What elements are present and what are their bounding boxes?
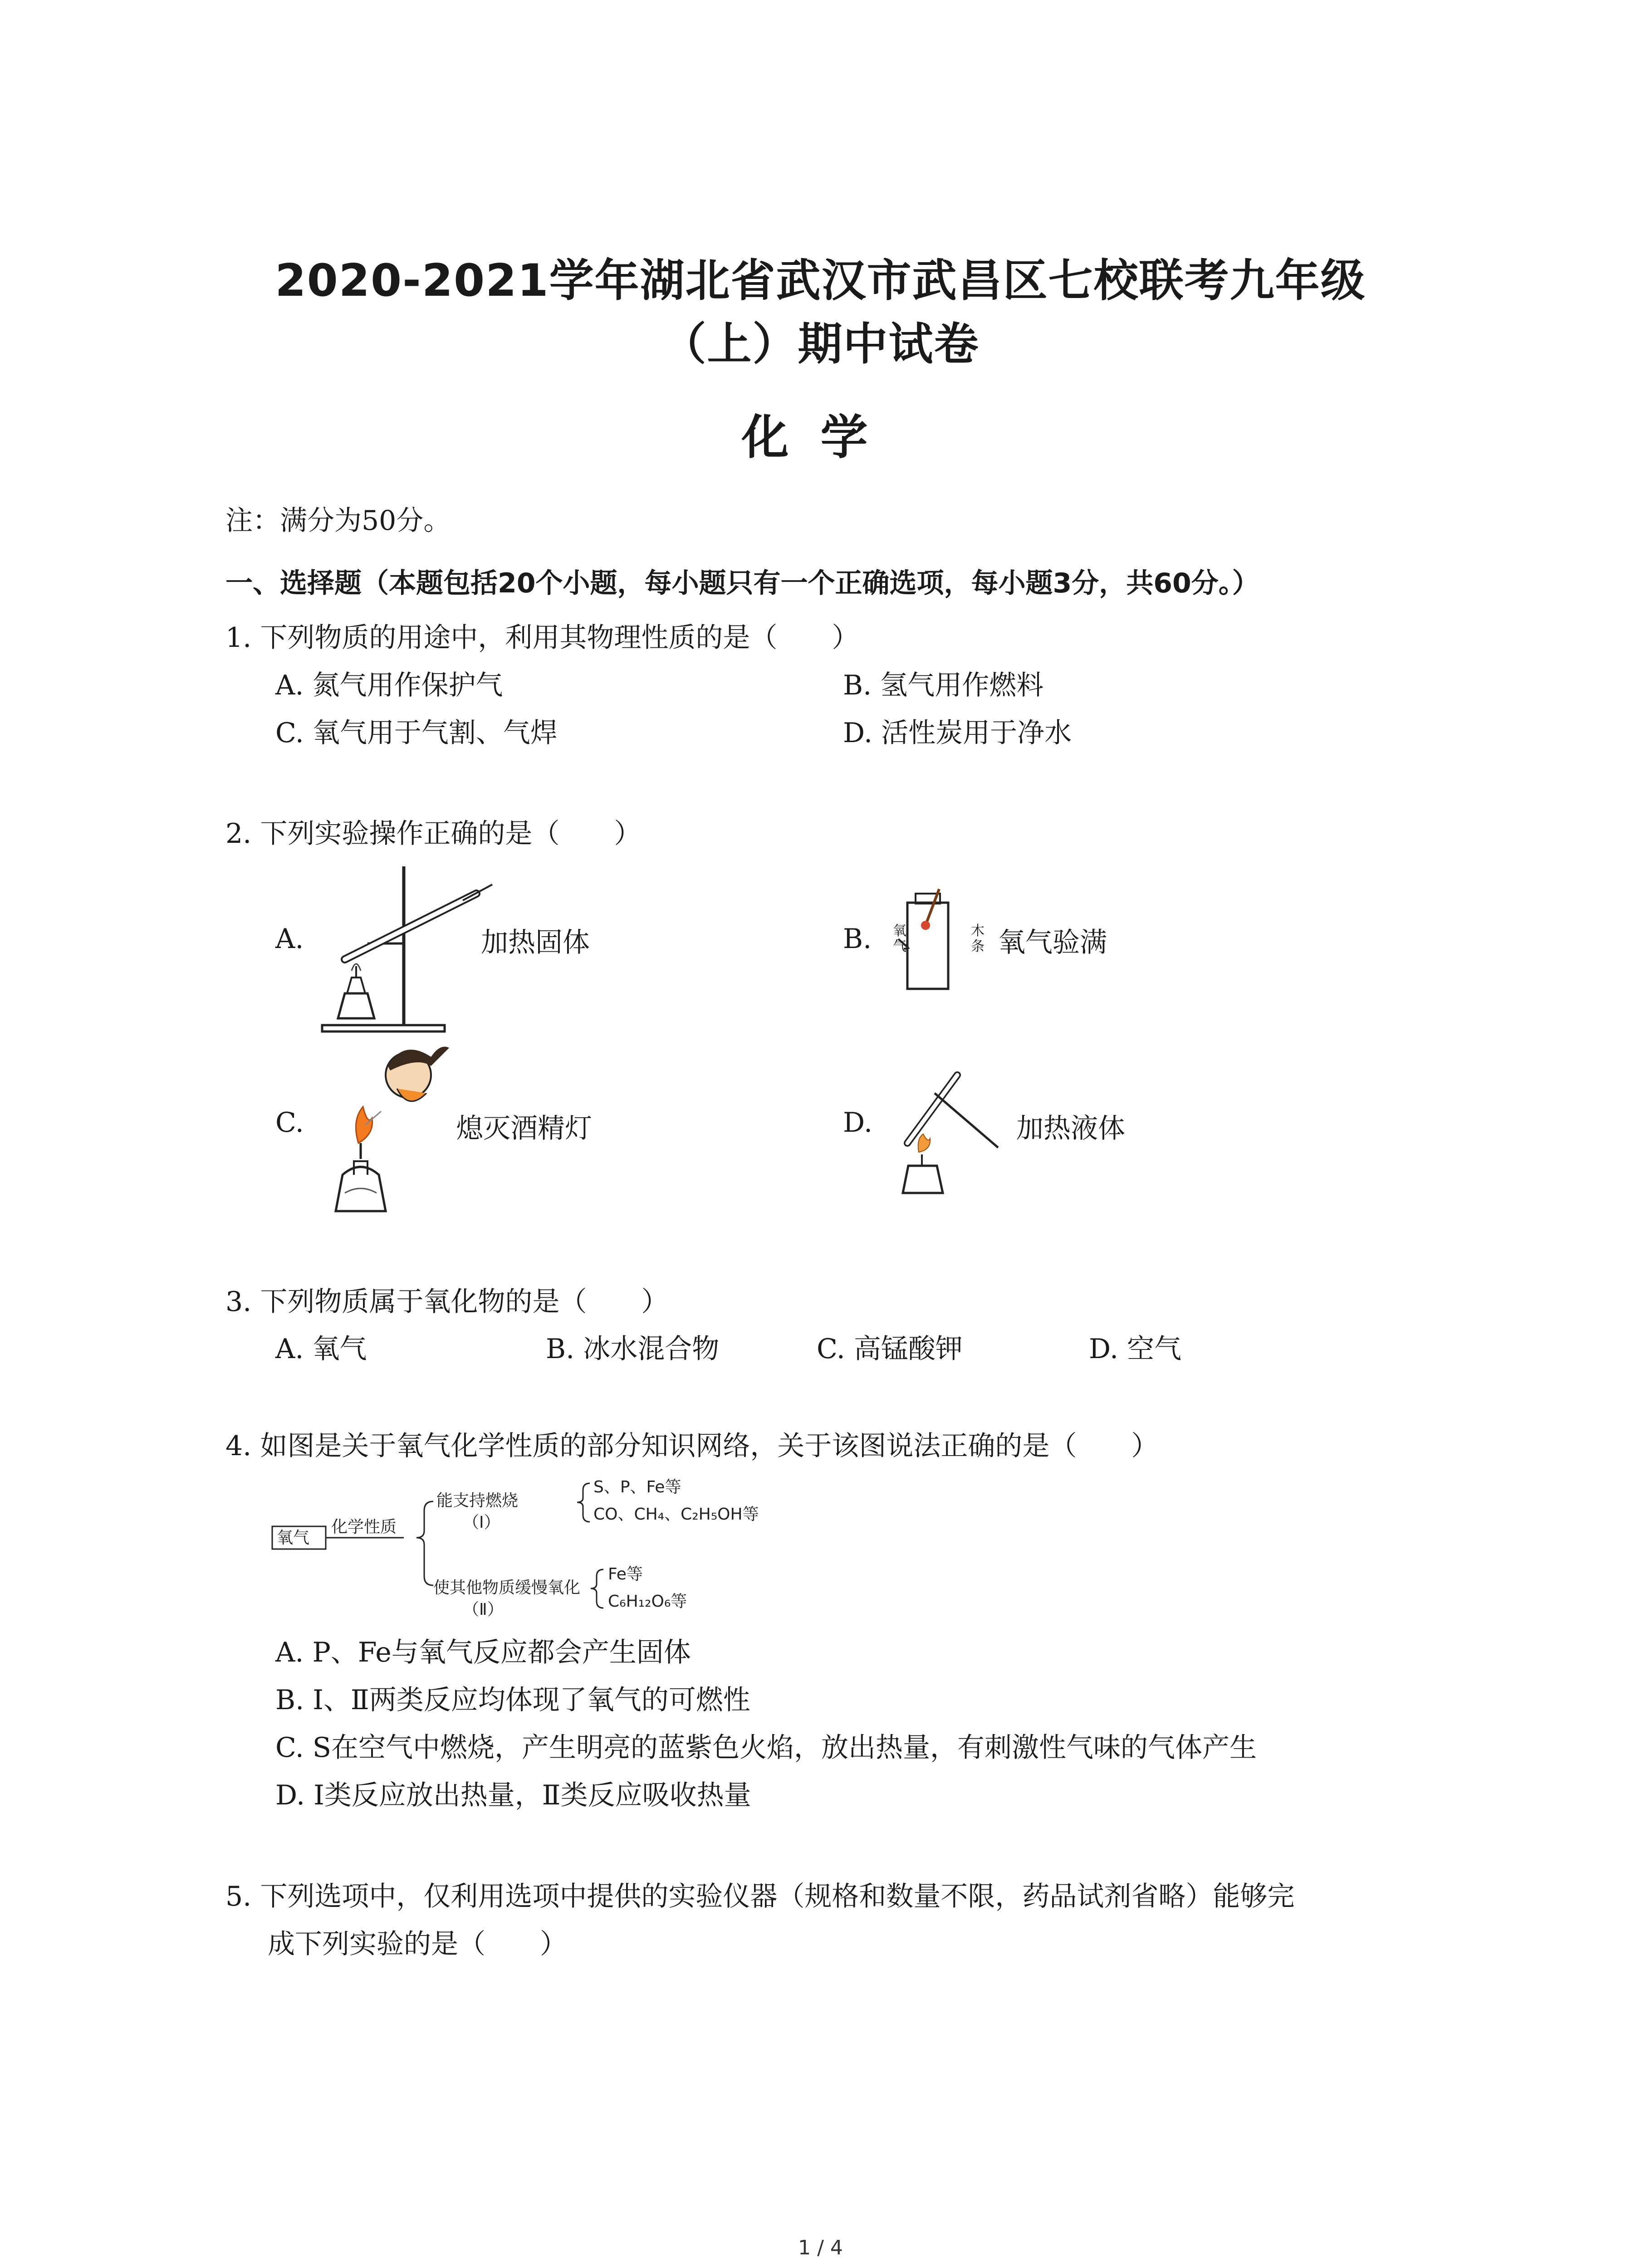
q1-option-c: C. 氧气用于气割、气焊 <box>275 717 558 749</box>
q3-option-b: B. 冰水混合物 <box>546 1333 720 1365</box>
subject-heading: 化学 <box>741 410 900 465</box>
q2-option-c-letter: C. <box>275 1107 304 1139</box>
diagram-tag-ii: （Ⅱ） <box>463 1600 504 1619</box>
q3-option-d: D. 空气 <box>1089 1333 1182 1365</box>
q2-option-b-letter: B. <box>843 923 872 955</box>
diagram-slow-oxidation: 使其他物质缓慢氧化 <box>433 1579 581 1597</box>
score-note: 注：满分为50分。 <box>225 505 451 537</box>
section-heading: 一、选择题（本题包括20个小题，每小题只有一个正确选项，每小题3分，共60分。） <box>225 567 1259 599</box>
diagram-bottom-item-2: C₆H₁₂O₆等 <box>608 1592 687 1611</box>
q4-option-b: B. Ⅰ、Ⅱ两类反应均体现了氧气的可燃性 <box>275 1684 750 1716</box>
diagram-tag-i: （Ⅰ） <box>463 1513 500 1532</box>
q4-option-d: D. Ⅰ类反应放出热量，Ⅱ类反应吸收热量 <box>275 1779 751 1811</box>
diagram-supports-combustion: 能支持燃烧 <box>436 1491 519 1510</box>
q4-stem: 4. 如图是关于氧气化学性质的部分知识网络，关于该图说法正确的是（ ） <box>225 1430 1159 1462</box>
blowing-out-lamp-figure <box>318 1039 454 1220</box>
page-number: 1 / 4 <box>798 2236 843 2259</box>
q2-option-a-label: 加热固体 <box>481 927 590 958</box>
q2-option-d-letter: D. <box>843 1107 873 1139</box>
q2-option-b-label: 氧气验满 <box>998 927 1107 958</box>
q5-stem-line2: 成下列实验的是（ ） <box>268 1928 567 1960</box>
q1-option-d: D. 活性炭用于净水 <box>843 717 1072 749</box>
stick-small-label: 木条 <box>971 923 985 954</box>
q2-option-d-label: 加热液体 <box>1016 1113 1125 1144</box>
q5-stem-line1: 5. 下列选项中，仅利用选项中提供的实验仪器（规格和数量不限，药品试剂省略）能够完 <box>225 1881 1295 1912</box>
q1-option-a: A. 氮气用作保护气 <box>275 670 503 701</box>
oxygen-properties-diagram <box>268 1474 776 1619</box>
q3-option-c: C. 高锰酸钾 <box>817 1333 963 1365</box>
diagram-chemical-property: 化学性质 <box>331 1518 397 1536</box>
oxygen-small-label: 氧气 <box>893 923 906 954</box>
q1-stem: 1. 下列物质的用途中，利用其物理性质的是（ ） <box>225 622 859 654</box>
q3-stem: 3. 下列物质属于氧化物的是（ ） <box>225 1286 669 1318</box>
q2-stem: 2. 下列实验操作正确的是（ ） <box>225 818 642 850</box>
q4-option-c: C. S在空气中燃烧，产生明亮的蓝紫色火焰，放出热量，有刺激性气味的气体产生 <box>275 1732 1257 1764</box>
q2-option-a-letter: A. <box>275 923 304 955</box>
diagram-bottom-item-1: Fe等 <box>608 1565 643 1584</box>
q3-option-a: A. 氧气 <box>275 1333 367 1365</box>
q2-option-c-label: 熄灭酒精灯 <box>456 1113 592 1144</box>
heating-solid-apparatus-figure <box>313 857 495 1039</box>
diagram-top-item-1: S、P、Fe等 <box>593 1478 681 1496</box>
diagram-top-item-2: CO、CH₄、C₂H₅OH等 <box>593 1505 759 1524</box>
diagram-root-oxygen: 氧气 <box>277 1529 310 1547</box>
exam-title-line1: 2020-2021学年湖北省武汉市武昌区七校联考九年级 <box>275 255 1366 307</box>
q4-option-a: A. P、Fe与氧气反应都会产生固体 <box>275 1637 691 1668</box>
exam-title-line2: （上）期中试卷 <box>661 318 980 370</box>
q1-option-b: B. 氢气用作燃料 <box>843 670 1044 701</box>
heating-liquid-figure <box>889 1066 1007 1198</box>
